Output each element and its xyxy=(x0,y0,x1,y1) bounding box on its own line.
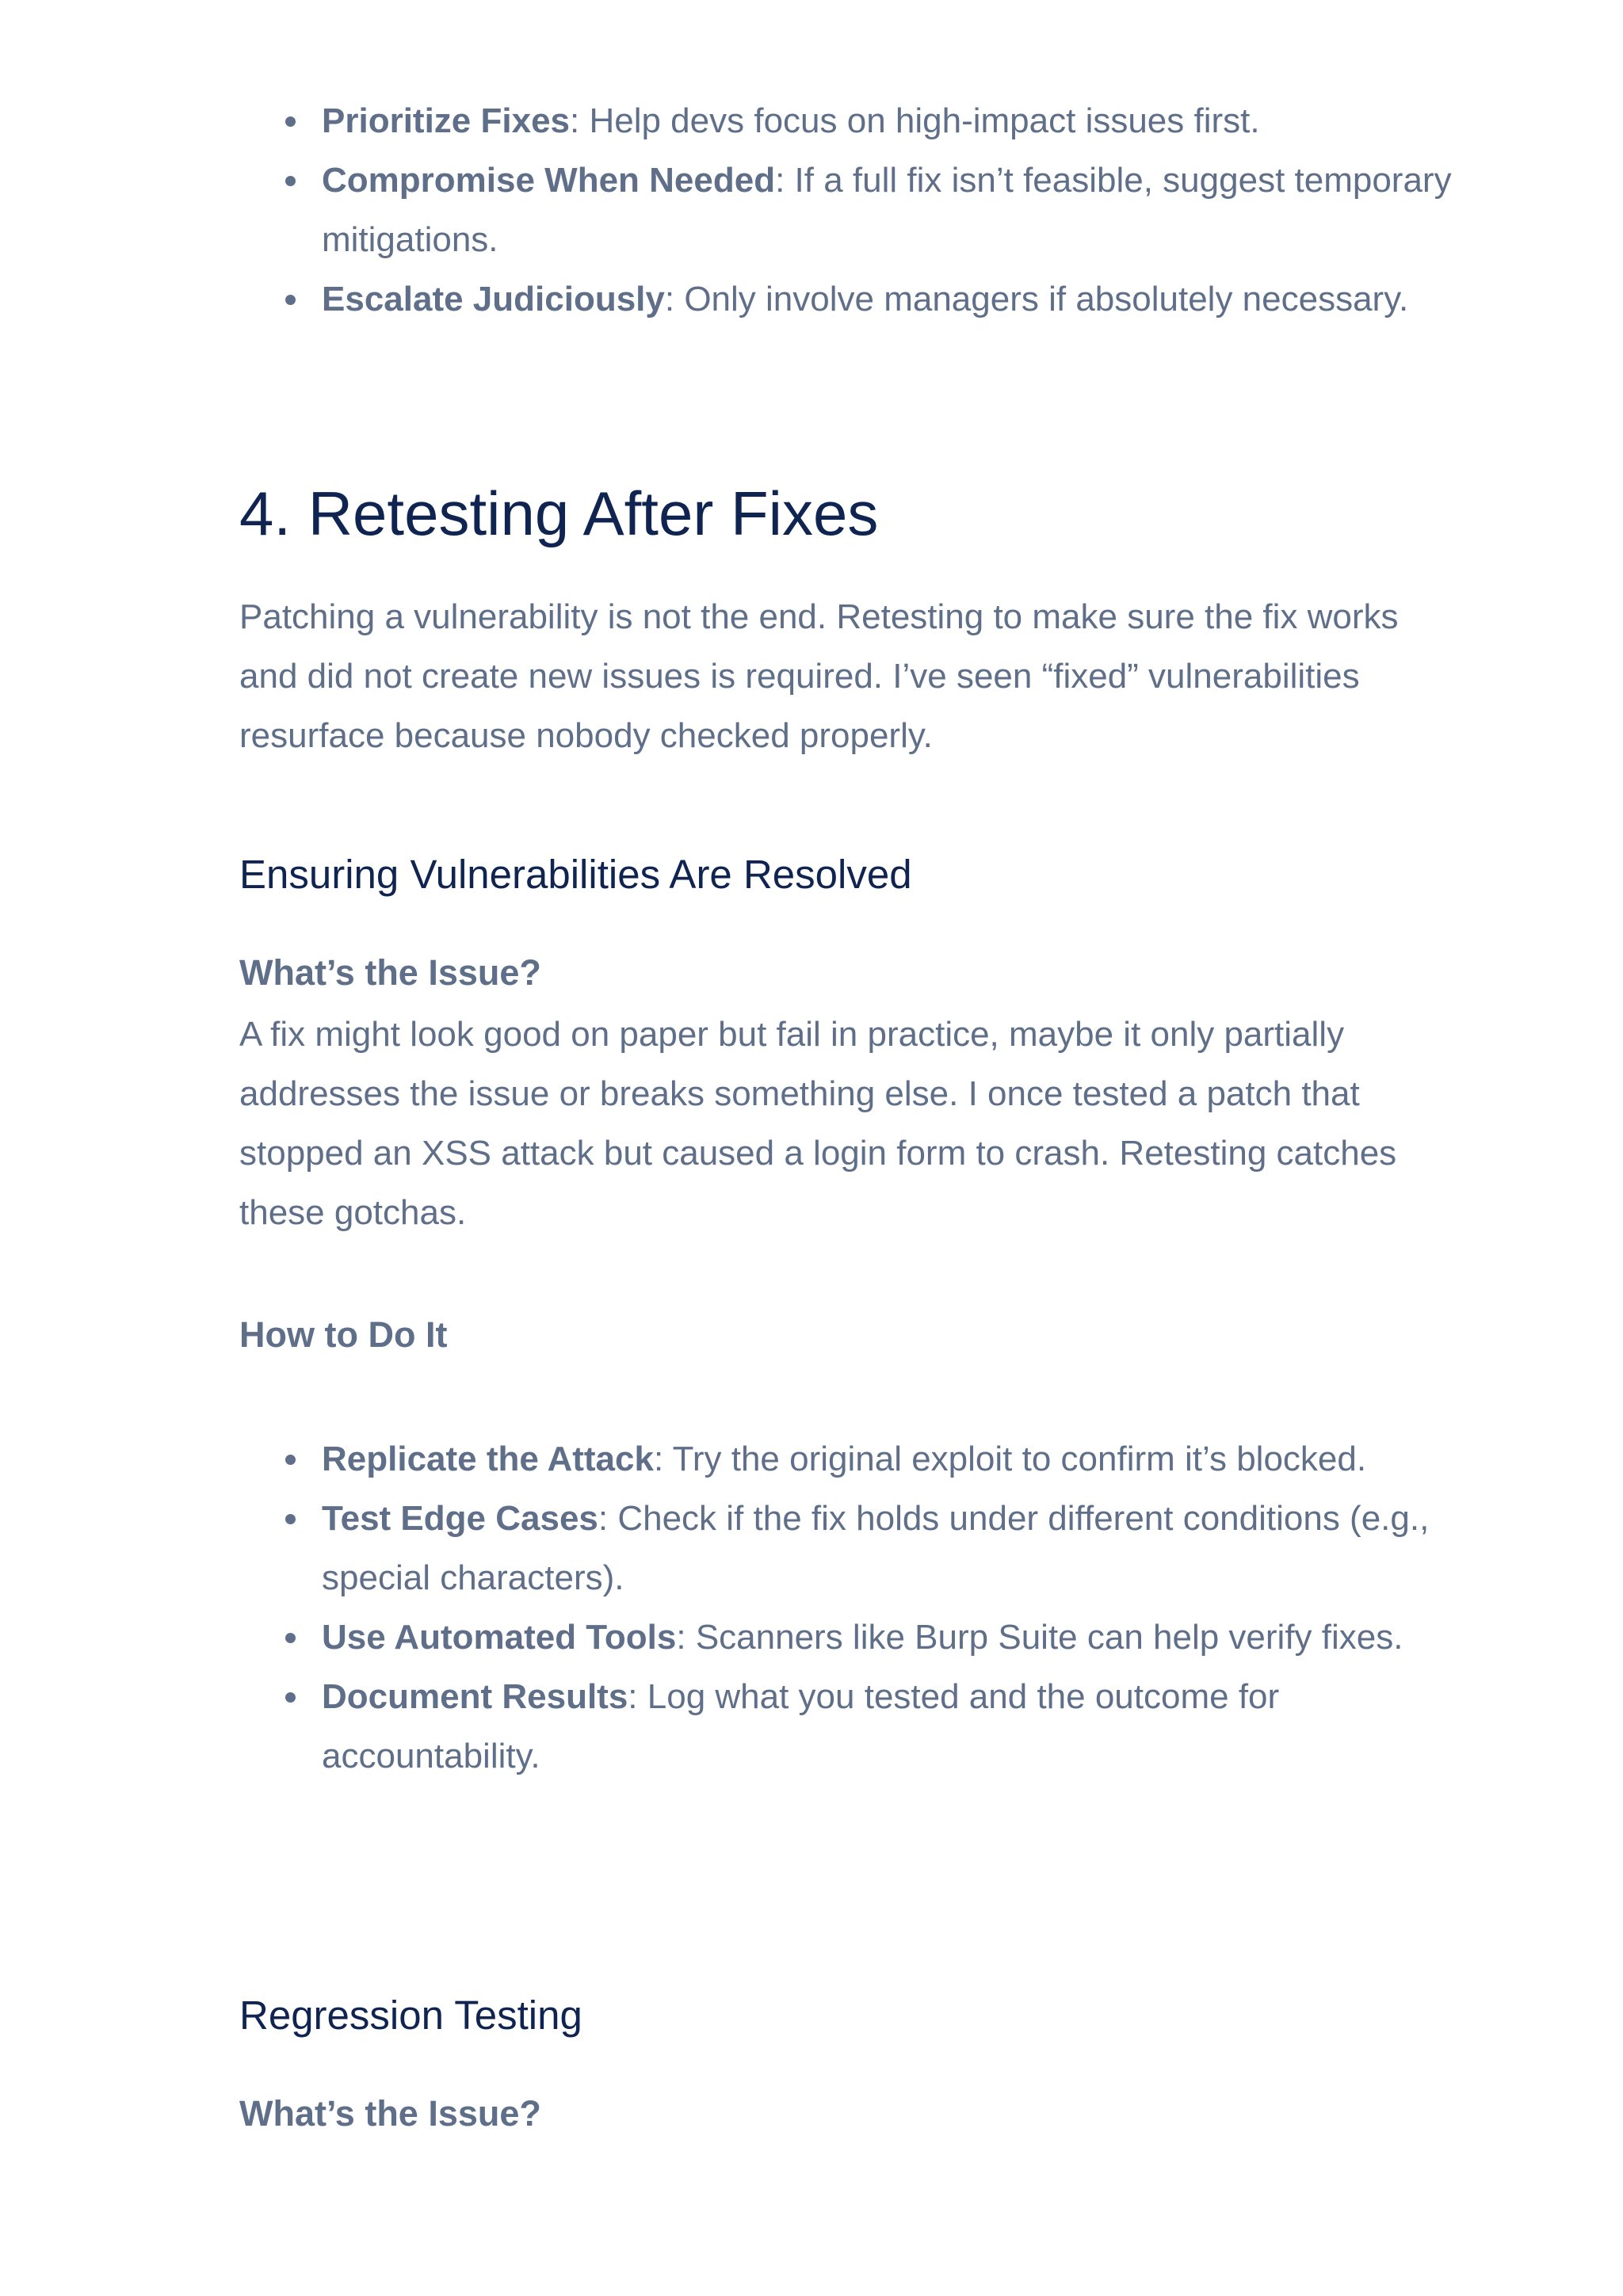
list-item xyxy=(239,1429,1464,1489)
list-item xyxy=(239,91,1464,151)
subsection-heading-regression: Regression Testing xyxy=(239,1993,582,2038)
issue-paragraph: A fix might look good on paper but fail in practice, maybe it only partially addresses the issue or breaks something else. I once tested a patch that stopped an XSS attack but caused a login form to crash. Retesting catches these gotchas. xyxy=(239,1015,1397,1232)
list-item-term: Use Automated Tools xyxy=(322,1618,677,1657)
list-item-text: : Only involve managers if absolutely necessary. xyxy=(664,280,1409,318)
list-item xyxy=(239,1489,1464,1608)
list-item xyxy=(239,1667,1464,1786)
list-item xyxy=(239,151,1464,269)
list-item-term: Escalate Judiciously xyxy=(322,280,665,318)
list-item-text: : Log what you tested and the outcome for accountability. xyxy=(322,1677,1280,1775)
list-item-term: Compromise When Needed xyxy=(322,161,776,200)
list-item xyxy=(239,1608,1464,1667)
list-item-term: Replicate the Attack xyxy=(322,1440,654,1478)
list-item-text: : Scanners like Burp Suite can help verify fixes. xyxy=(676,1618,1403,1657)
retest-steps-list xyxy=(239,1429,1464,1786)
subsection-heading-resolved: Ensuring Vulnerabilities Are Resolved xyxy=(239,852,912,897)
section-heading: 4. Retesting After Fixes xyxy=(239,479,879,548)
list-item-text: : If a full fix isn’t feasible, suggest temporary mitigations. xyxy=(322,161,1452,259)
list-item xyxy=(239,269,1464,329)
issue-label: What’s the Issue? xyxy=(239,2093,541,2134)
list-item-term: Prioritize Fixes xyxy=(322,101,571,140)
intro-paragraph: Patching a vulnerability is not the end. Retesting to make sure the fix works and did not create new issues is required. I’ve seen “fixed” vulnerabilities resurface because nobody checked properly. xyxy=(239,597,1399,755)
issue-label: What’s the Issue? xyxy=(239,952,541,993)
list-item-text: : Check if the fix holds under different conditions (e.g., special characters). xyxy=(322,1499,1430,1597)
list-item-text: : Help devs focus on high-impact issues first. xyxy=(570,101,1260,140)
list-item-term: Test Edge Cases xyxy=(322,1499,598,1538)
list-item-text: : Try the original exploit to confirm it’s blocked. xyxy=(653,1440,1367,1478)
how-to-label: How to Do It xyxy=(239,1314,448,1355)
mitigation-tips-list xyxy=(239,91,1464,329)
list-item-term: Document Results xyxy=(322,1677,628,1716)
